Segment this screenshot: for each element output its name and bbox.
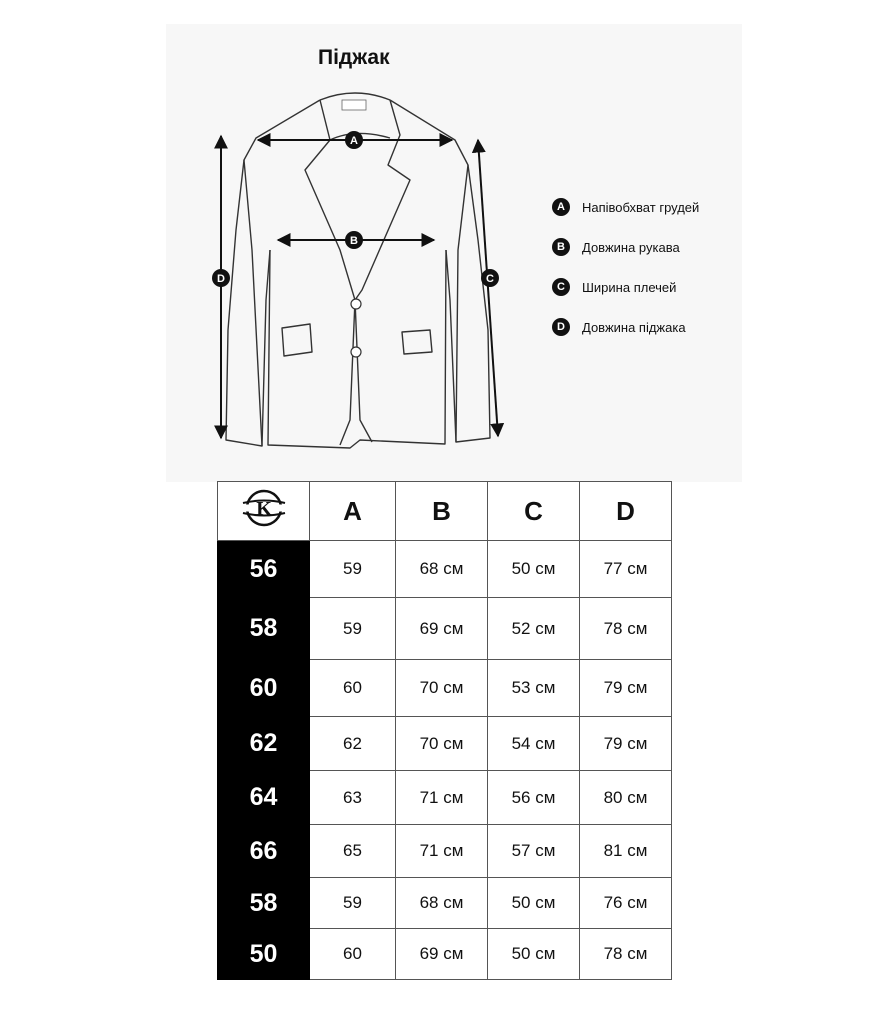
- header-d: D: [580, 482, 672, 541]
- value-d: 77 см: [580, 541, 672, 598]
- marker-a: [345, 131, 363, 149]
- value-c: 52 см: [488, 598, 580, 660]
- value-d: 81 см: [580, 825, 672, 878]
- svg-text:C: C: [486, 273, 494, 285]
- table-header-row: [218, 482, 672, 541]
- header-c: C: [488, 482, 580, 541]
- size-table: [217, 481, 672, 980]
- value-d: 78 см: [580, 598, 672, 660]
- legend-item-b: [552, 237, 680, 257]
- size-cell: 50: [218, 929, 310, 980]
- table-row: [218, 717, 672, 771]
- size-cell: 56: [218, 541, 310, 598]
- value-b: 68 см: [396, 878, 488, 929]
- value-d: 79 см: [580, 660, 672, 717]
- value-d: 78 см: [580, 929, 672, 980]
- value-a: 63: [310, 771, 396, 825]
- svg-text:D: D: [217, 273, 225, 285]
- value-a: 60: [310, 660, 396, 717]
- svg-text:B: B: [350, 235, 358, 247]
- table-row: [218, 825, 672, 878]
- value-c: 57 см: [488, 825, 580, 878]
- size-cell: 58: [218, 878, 310, 929]
- value-a: 62: [310, 717, 396, 771]
- size-cell: 64: [218, 771, 310, 825]
- value-d: 80 см: [580, 771, 672, 825]
- value-b: 70 см: [396, 660, 488, 717]
- legend-text-b: Довжина рукава: [582, 239, 680, 255]
- value-b: 68 см: [396, 541, 488, 598]
- value-d: 76 см: [580, 878, 672, 929]
- marker-d: [212, 269, 230, 287]
- size-cell: 62: [218, 717, 310, 771]
- legend-badge-a: A: [552, 198, 570, 216]
- header-b: B: [396, 482, 488, 541]
- value-a: 60: [310, 929, 396, 980]
- legend-item-d: [552, 317, 686, 337]
- svg-text:A: A: [350, 135, 358, 147]
- table-row: [218, 929, 672, 980]
- size-cell: 66: [218, 825, 310, 878]
- value-c: 50 см: [488, 929, 580, 980]
- value-a: 65: [310, 825, 396, 878]
- legend-text-c: Ширина плечей: [582, 279, 677, 295]
- value-c: 56 см: [488, 771, 580, 825]
- value-c: 50 см: [488, 878, 580, 929]
- marker-c: [481, 269, 499, 287]
- value-c: 50 см: [488, 541, 580, 598]
- table-row: [218, 598, 672, 660]
- value-a: 59: [310, 541, 396, 598]
- button-upper-icon: [351, 299, 361, 309]
- value-b: 70 см: [396, 717, 488, 771]
- legend-text-a: Напівобхват грудей: [582, 199, 700, 215]
- header-a: A: [310, 482, 396, 541]
- value-d: 79 см: [580, 717, 672, 771]
- table-row: [218, 878, 672, 929]
- legend-item-c: [552, 277, 676, 297]
- value-c: 53 см: [488, 660, 580, 717]
- legend-text-d: Довжина піджака: [582, 319, 686, 335]
- brand-logo-icon: [241, 486, 287, 530]
- value-c: 54 см: [488, 717, 580, 771]
- size-cell: 60: [218, 660, 310, 717]
- marker-b: [345, 231, 363, 249]
- value-b: 71 см: [396, 825, 488, 878]
- value-b: 71 см: [396, 771, 488, 825]
- diagram-title: Піджак: [318, 46, 390, 69]
- value-b: 69 см: [396, 929, 488, 980]
- size-cell: 58: [218, 598, 310, 660]
- legend-item-a: [552, 197, 699, 217]
- value-b: 69 см: [396, 598, 488, 660]
- legend-badge-b: B: [552, 238, 570, 256]
- legend-badge-c: C: [552, 278, 570, 296]
- brand-logo-cell: [218, 482, 310, 541]
- svg-text:K: K: [255, 497, 272, 520]
- table-row: [218, 660, 672, 717]
- button-lower-icon: [351, 347, 361, 357]
- legend-badge-d: D: [552, 318, 570, 336]
- table-row: [218, 541, 672, 598]
- measure-c-arrow: [478, 140, 498, 436]
- jacket-illustration: [0, 0, 889, 490]
- value-a: 59: [310, 878, 396, 929]
- table-row: [218, 771, 672, 825]
- value-a: 59: [310, 598, 396, 660]
